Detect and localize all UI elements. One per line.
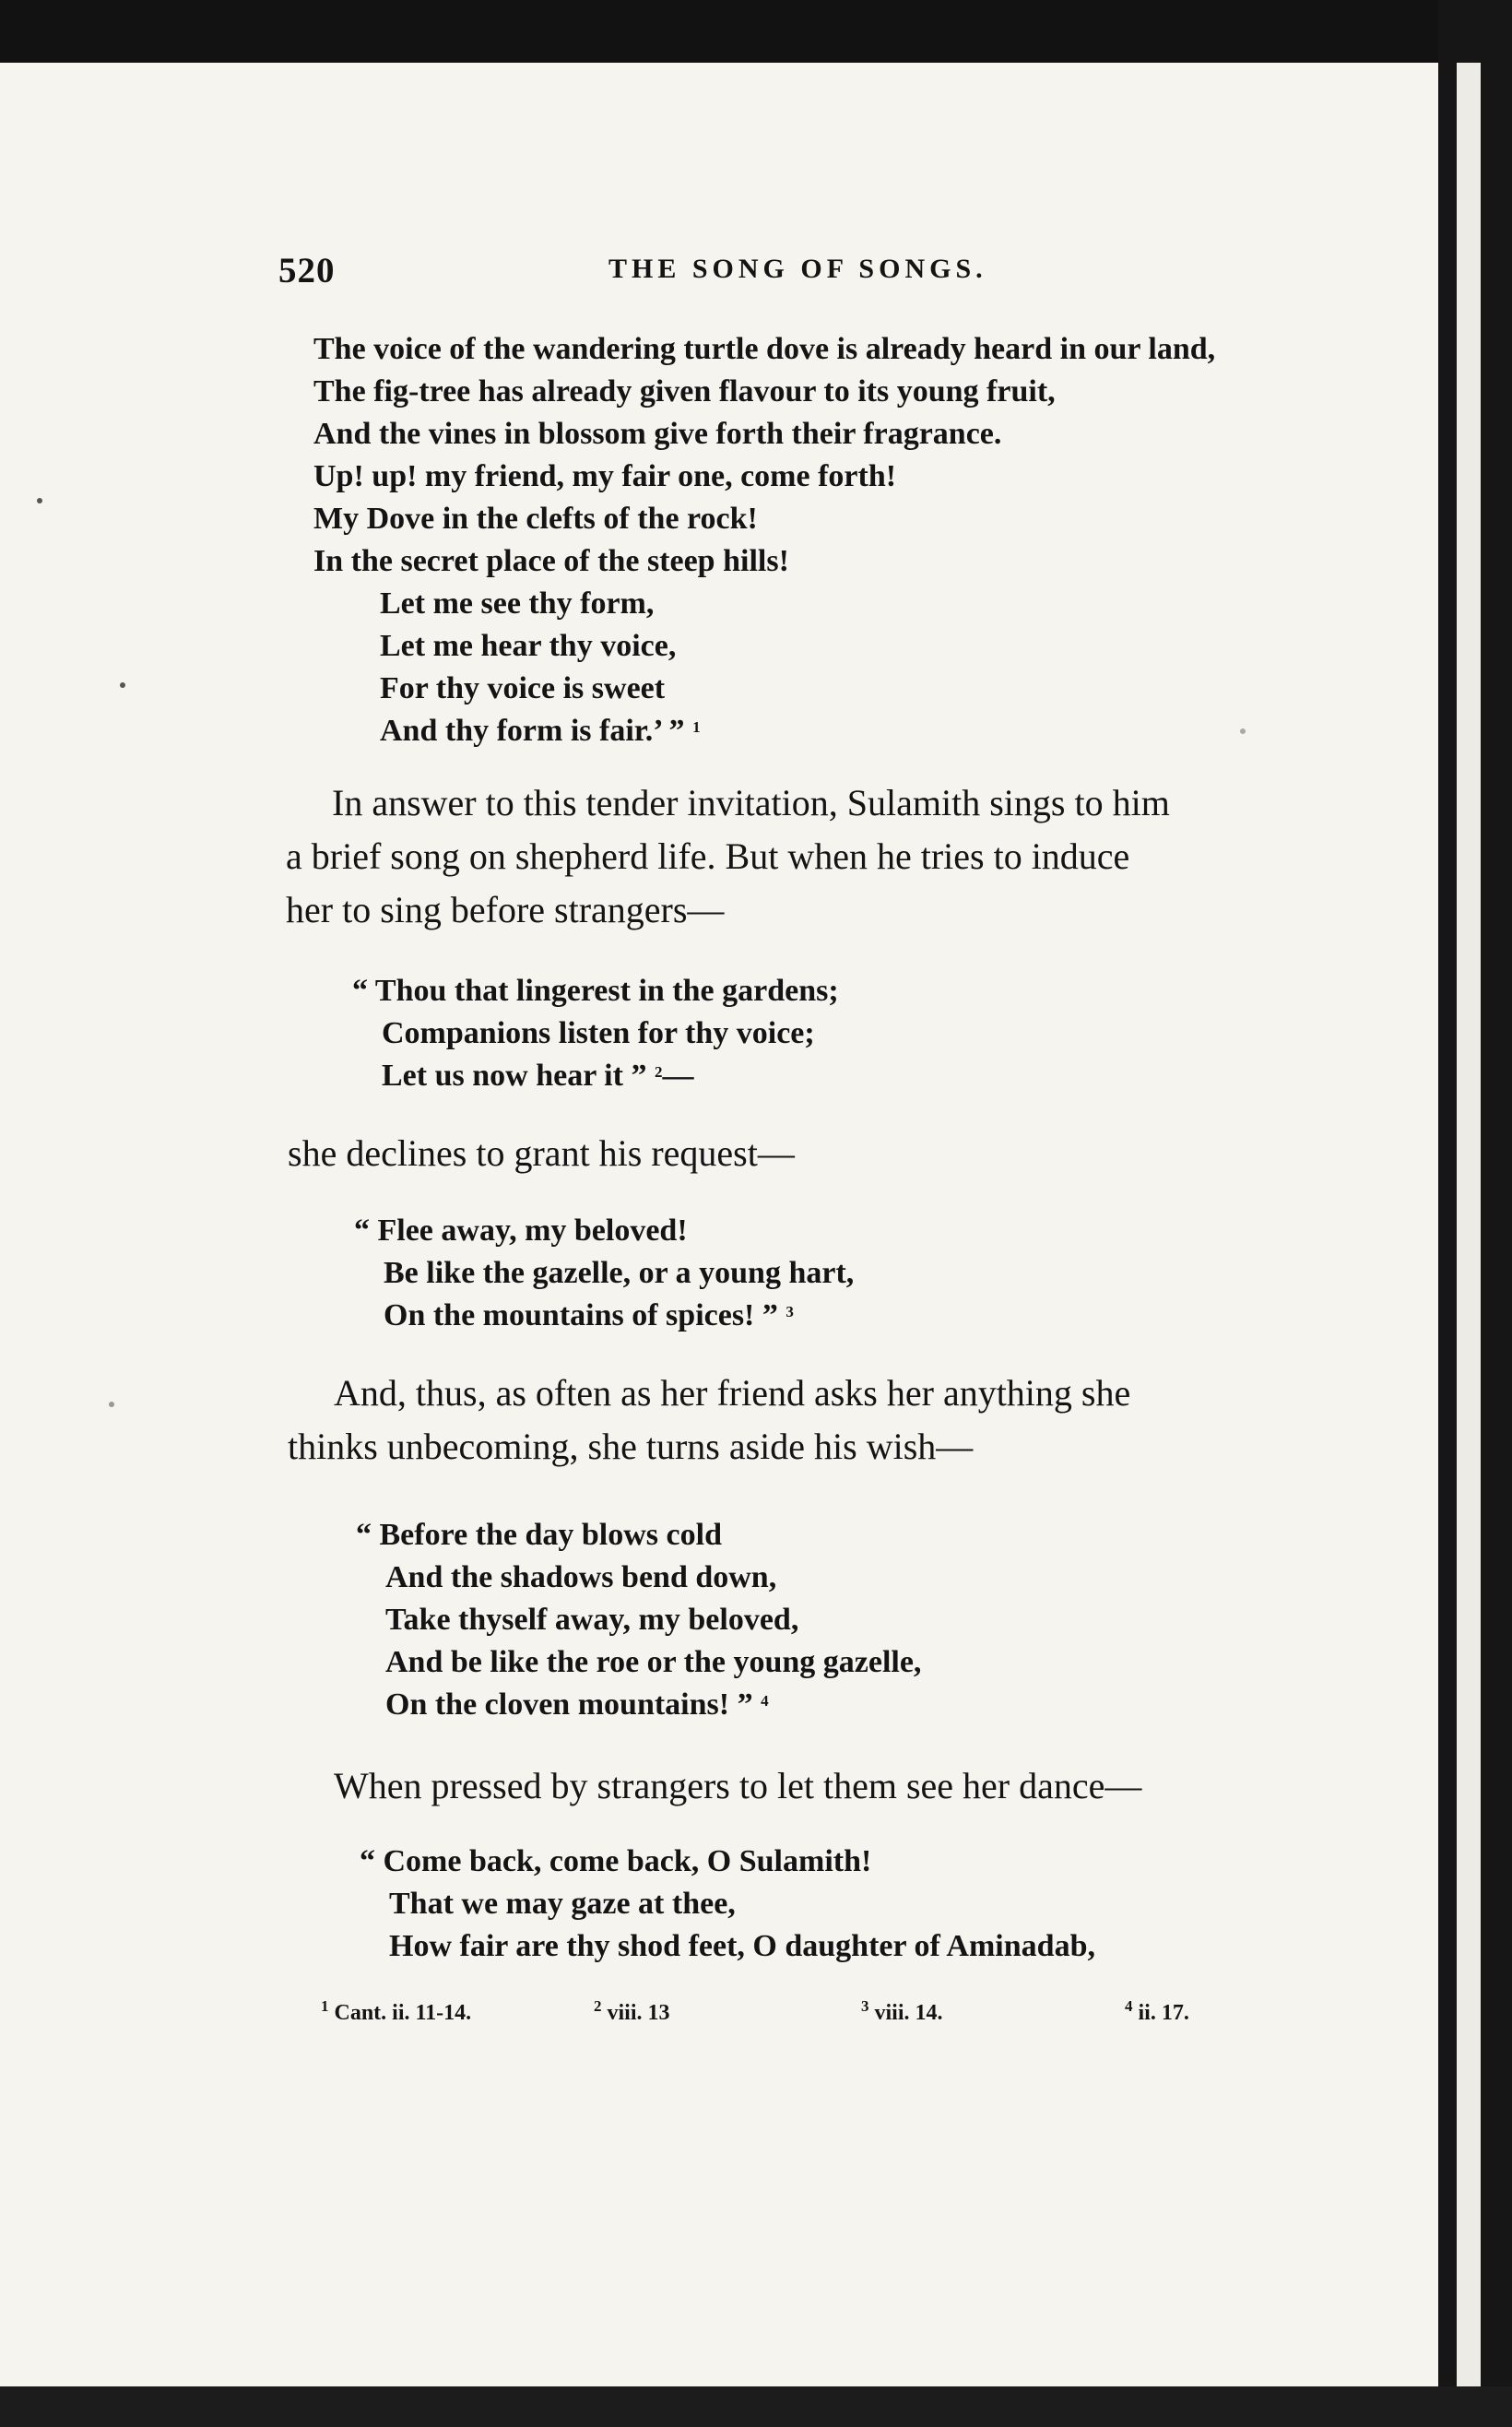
footnote-mark: 2 [594,1997,602,2015]
footnote-ref-1: 1 [692,718,701,736]
paragraph-2 [288,1127,795,1180]
verse-line: The fig-tree has already given flavour to its young fruit, [313,374,1056,408]
paragraph-line: In answer to this tender invitation, Sulamith sings to him [332,782,1170,823]
verse-line-text: On the cloven mountains! ” [385,1687,753,1722]
verse-line: “ Come back, come back, O Sulamith! [360,1844,872,1878]
verse-line: Let me see thy form, [380,586,655,621]
paragraph-line: When pressed by strangers to let them see her dance— [334,1765,1142,1806]
paragraph-line: she declines to grant his request— [288,1132,795,1174]
verse-block-4 [356,1514,921,1726]
verse-line-text: On the mountains of spices! ” [384,1298,778,1332]
paragraph-line: a brief song on shepherd life. But when he tries to induce [286,835,1130,877]
verse-line: How fair are thy shod feet, O daughter of Aminadab, [389,1929,1095,1963]
footnote-ref-3: 3 [786,1303,794,1320]
verse-line: And the shadows bend down, [385,1560,777,1594]
scan-speck [1240,728,1246,734]
footnote-text: Cant. ii. 11-14. [334,2001,472,2025]
verse-block-2 [352,970,839,1097]
scan-speck [37,498,42,503]
verse-line: And the vines in blossom give forth their fragrance. [313,417,1002,451]
verse-block-1 [313,328,1215,752]
verse-line: “ Before the day blows cold [356,1518,722,1552]
verse-line: Let me hear thy voice, [380,629,677,663]
verse-line: The voice of the wandering turtle dove is already heard in our land, [313,332,1216,366]
scan-speck [120,682,125,688]
verse-block-5 [360,1841,1095,1968]
footnote-text: viii. 14. [874,2001,943,2025]
paragraph-line: thinks unbecoming, she turns aside his wish— [288,1426,974,1467]
verse-line [352,1055,839,1097]
footnote [594,1997,670,2026]
verse-line: And be like the roe or the young gazelle, [385,1645,922,1679]
footnote-mark: 3 [861,1997,869,2015]
verse-line: My Dove in the clefts of the rock! [313,502,758,536]
footnote [1125,1997,1189,2026]
verse-line: Companions listen for thy voice; [382,1016,815,1050]
verse-line: Take thyself away, my beloved, [385,1603,799,1637]
verse-line: Up! up! my friend, my fair one, come forth! [313,459,897,493]
verse-line: For thy voice is sweet [380,671,666,705]
paragraph-line: her to sing before strangers— [286,889,725,930]
scan-bottom-border [0,2386,1512,2427]
footnote-ref-2: 2 [654,1063,663,1081]
verse-line: That we may gaze at thee, [389,1887,736,1921]
verse-block-3 [354,1210,854,1337]
paragraph-1 [286,776,1170,937]
verse-line: “ Thou that lingerest in the gardens; [352,974,839,1008]
footnote-text: ii. 17. [1138,2001,1189,2025]
scan-speck [109,1402,114,1407]
page-number: 520 [278,251,336,290]
verse-line-text: Let us now hear it ” [382,1059,647,1093]
verse-line: Be like the gazelle, or a young hart, [384,1256,855,1290]
footnote [321,1997,472,2026]
verse-line: In the secret place of the steep hills! [313,544,789,578]
paragraph-4 [288,1759,1141,1813]
footnote-text: viii. 13 [607,2001,670,2025]
paragraph-line: And, thus, as often as her friend asks her anything she [334,1372,1131,1414]
next-page-sliver [1457,63,1481,2386]
footnote-ref-4: 4 [761,1692,769,1710]
verse-line: “ Flee away, my beloved! [354,1214,688,1248]
verse-line [356,1684,921,1726]
footnote-mark: 4 [1125,1997,1133,2015]
verse-line-text: And thy form is fair.’ ” [380,714,685,748]
footnote-mark: 1 [321,1997,329,2015]
running-title: THE SONG OF SONGS. [608,254,987,284]
verse-line [354,1295,854,1337]
verse-line-dash: — [662,1059,694,1093]
footnote [861,1997,943,2026]
verse-line [313,710,1215,752]
paragraph-3 [288,1367,1130,1474]
